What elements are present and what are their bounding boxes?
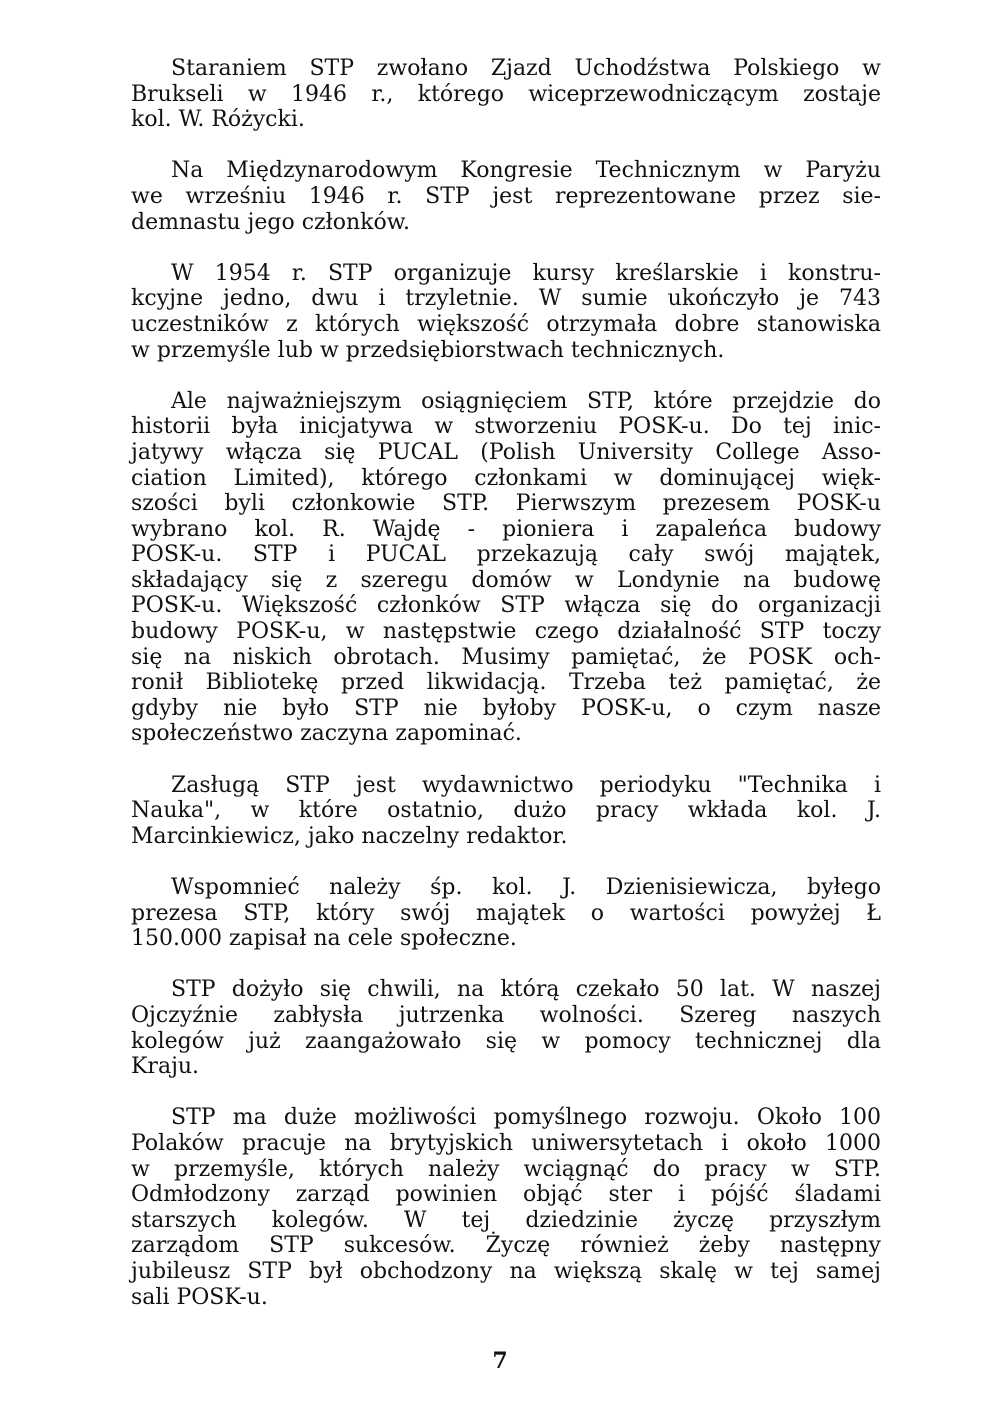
paragraph-paris-congress — [131, 158, 881, 235]
text-line: Zasługą STP jest wydawnictwo periodyku "Technika i — [171, 772, 881, 798]
text-line: starszych kolegów. W tej dziedzinie życzę przyszłym — [131, 1207, 881, 1233]
text-line: składający się z szeregu domów w Londynie na budowę — [131, 567, 881, 593]
text-line: gdyby nie było STP nie byłoby POSK-u, o czym nasze — [131, 695, 881, 721]
text-line: historii była inicjatywa w stworzeniu POSK-u. Do tej inic- — [131, 414, 881, 440]
text-line: szości byli członkowie STP. Pierwszym prezesem POSK-u — [131, 491, 881, 517]
text-line: kcyjne jedno, dwu i trzyletnie. W sumie ukończyło je 743 — [131, 286, 881, 312]
text-line: się na niskich obrotach. Musimy pamiętać, że POSK och- — [131, 644, 881, 670]
text-line: STP ma duże możliwości pomyślnego rozwoju. Około 100 — [171, 1105, 881, 1131]
text-line: Nauka", w które ostatnio, dużo pracy wkłada kol. J. — [131, 798, 881, 824]
text-line: Brukseli w 1946 r., którego wiceprzewodniczącym zostaje — [131, 81, 881, 107]
text-line: wybrano kol. R. Wajdę - pioniera i zapaleńca budowy — [131, 516, 881, 542]
text-line: Marcinkiewicz, jako naczelny redaktor. — [131, 823, 568, 849]
text-line: POSK-u. STP i PUCAL przekazują cały swój majątek, — [131, 542, 881, 568]
text-line: społeczeństwo zaczyna zapominać. — [131, 721, 522, 747]
text-line: ciation Limited), którego członkami w dominującej więk- — [131, 465, 881, 491]
text-line: Ale najważniejszym osiągnięciem STP, które przejdzie do — [171, 388, 881, 414]
page-number: 7 — [492, 1348, 508, 1374]
paragraph-future-development — [131, 1105, 881, 1310]
text-line: we wrześniu 1946 r. STP jest reprezentowane przez sie- — [131, 183, 881, 209]
text-line: Kraju. — [131, 1054, 200, 1080]
text-line: 150.000 zapisał na cele społeczne. — [131, 926, 517, 952]
text-line: sali POSK-u. — [131, 1284, 268, 1310]
text-line: demnastu jego członków. — [131, 209, 410, 235]
text-line: Odmłodzony zarząd powinien objąć ster i pójść śladami — [131, 1182, 881, 1208]
text-line: kol. W. Różycki. — [131, 107, 305, 133]
text-line: w przemyśle lub w przedsiębiorstwach technicznych. — [131, 337, 725, 363]
text-line: POSK-u. Większość członków STP włącza się do organizacji — [131, 593, 881, 619]
text-line: zarządom STP sukcesów. Życzę również żeby następny — [131, 1233, 881, 1259]
text-line: ronił Bibliotekę przed likwidacją. Trzeba też pamiętać, że — [131, 670, 881, 696]
text-line: Na Międzynarodowym Kongresie Technicznym w Paryżu — [171, 158, 881, 184]
text-line: budowy POSK-u, w następstwie czego działalność STP toczy — [131, 619, 881, 645]
paragraph-brussels-congress — [131, 56, 881, 133]
text-line: Staraniem STP zwołano Zjazd Uchodźstwa Polskiego w — [171, 56, 881, 81]
text-line: uczestników z których większość otrzymała dobre stanowiska — [131, 311, 881, 337]
text-line: Polaków pracuje na brytyjskich uniwersytetach i około 1000 — [131, 1130, 881, 1156]
text-line: STP dożyło się chwili, na którą czekało 50 lat. W naszej — [171, 977, 881, 1003]
text-line: w przemyśle, których należy wciągnąć do pracy w STP. — [131, 1156, 881, 1182]
paragraph-periodical — [131, 773, 881, 850]
text-line: W 1954 r. STP organizuje kursy kreślarskie i konstru- — [171, 260, 881, 286]
text-line: prezesa STP, który swój majątek o wartości powyżej Ł — [131, 900, 881, 926]
paragraph-dzienisiewicz — [131, 875, 881, 952]
text-line: Wspomnieć należy śp. kol. J. Dzienisiewicza, byłego — [171, 875, 881, 900]
paragraph-drafting-courses — [131, 261, 881, 363]
document-page — [131, 56, 881, 1336]
text-line: jatywy włącza się PUCAL (Polish University College Asso- — [131, 439, 881, 465]
paragraph-fifty-years — [131, 977, 881, 1079]
paragraph-posk-initiative — [131, 389, 881, 747]
text-line: Ojczyźnie zabłysła jutrzenka wolności. Szereg naszych — [131, 1002, 881, 1028]
text-line: kolegów już zaangażowało się w pomocy technicznej dla — [131, 1028, 881, 1054]
text-line: jubileusz STP był obchodzony na większą skalę w tej samej — [131, 1258, 881, 1284]
